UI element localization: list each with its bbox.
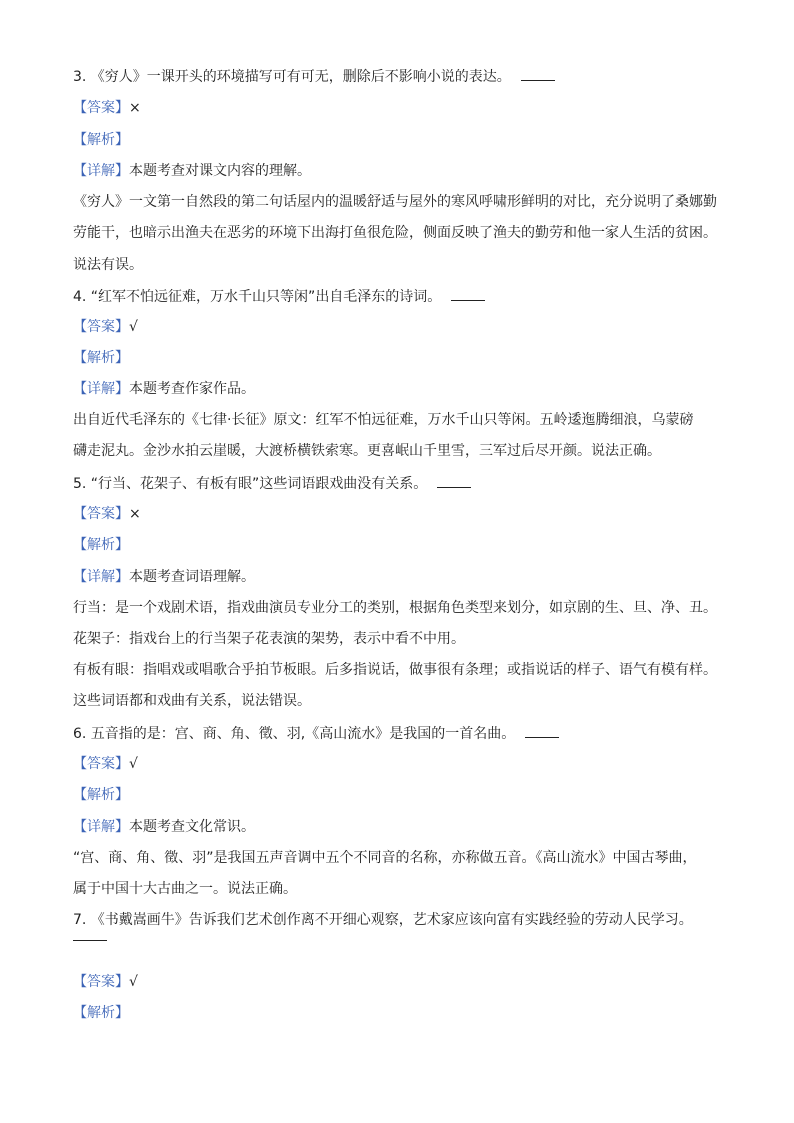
detail-body-line: 《穷人》一文第一自然段的第二句话屋内的温暖舒适与屋外的寒风呼啸形鲜明的对比，充分说明了桑娜勤	[73, 194, 717, 210]
detail-intro: 本题考查作家作品。	[129, 381, 255, 397]
detail-label: 【详解】	[73, 819, 129, 835]
detail-label: 【详解】	[73, 163, 129, 179]
answer-mark: √	[129, 319, 138, 335]
detail-intro: 本题考查对课文内容的理解。	[129, 163, 311, 179]
detail-body-line: “宫、商、角、徵、羽”是我国五声音调中五个不同音的名称，亦称做五音。《高山流水》中国古琴曲，	[73, 850, 697, 866]
answer-mark: ×	[129, 506, 141, 522]
detail-body-line: 劳能干，也暗示出渔夫在恶劣的环境下出海打鱼很危险，侧面反映了渔夫的勤劳和他一家人生活的贫困。	[73, 225, 717, 241]
detail-body-line: 出自近代毛泽东的《七律·长征》原文：红军不怕远征难，万水千山只等闲。五岭逶迤腾细浪，乌蒙磅	[73, 412, 694, 428]
analysis-label: 【解析】	[73, 787, 129, 803]
detail-label: 【详解】	[73, 569, 129, 585]
answer-label: 【答案】	[73, 506, 129, 522]
question-stem: 7. 《书戴嵩画牛》告诉我们艺术创作离不开细心观察，艺术家应该向富有实践经验的劳动人民学习。	[73, 912, 693, 928]
detail-label: 【详解】	[73, 381, 129, 397]
answer-line	[73, 98, 141, 118]
detail-body-line: 说法有误。	[73, 257, 143, 273]
question-stem: 6. 五音指的是：宫、商、角、徵、羽,《高山流水》是我国的一首名曲。	[73, 723, 559, 744]
detail-line	[73, 379, 255, 399]
analysis-label: 【解析】	[73, 132, 129, 148]
detail-body-line: 属于中国十大古曲之一。说法正确。	[73, 881, 297, 897]
answer-mark: √	[129, 756, 138, 772]
answer-mark: √	[129, 974, 138, 990]
detail-body-line: 礴走泥丸。金沙水拍云崖暖，大渡桥横铁索寒。更喜岷山千里雪，三军过后尽开颜。说法正确。	[73, 443, 661, 459]
detail-body-line: 花架子：指戏台上的行当架子花表演的架势，表示中看不中用。	[73, 631, 465, 647]
detail-body-line: 有板有眼：指唱戏或唱歌合乎拍节板眼。后多指说话，做事很有条理；或指说话的样子、语气有模有样。	[73, 662, 717, 678]
detail-intro: 本题考查词语理解。	[129, 569, 255, 585]
detail-line	[73, 567, 255, 587]
answer-blank	[437, 473, 471, 488]
answer-line	[73, 972, 138, 992]
detail-line	[73, 161, 311, 181]
question-stem: 4. “红军不怕远征难，万水千山只等闲”出自毛泽东的诗词。	[73, 286, 485, 307]
answer-line	[73, 754, 138, 774]
analysis-label: 【解析】	[73, 350, 129, 366]
question-stem: 3. 《穷人》一课开头的环境描写可有可无，删除后不影响小说的表达。	[73, 66, 555, 87]
answer-blank	[451, 286, 485, 301]
answer-label: 【答案】	[73, 756, 129, 772]
analysis-label: 【解析】	[73, 537, 129, 553]
answer-mark: ×	[129, 100, 141, 116]
answer-blank	[73, 940, 107, 941]
answer-label: 【答案】	[73, 319, 129, 335]
detail-body-line: 这些词语都和戏曲有关系，说法错误。	[73, 693, 311, 709]
detail-line	[73, 817, 255, 837]
answer-blank	[525, 723, 559, 738]
answer-line	[73, 317, 138, 337]
detail-body-line: 行当：是一个戏剧术语，指戏曲演员专业分工的类别，根据角色类型来划分，如京剧的生、旦、净、丑。	[73, 600, 717, 616]
answer-line	[73, 504, 141, 524]
answer-label: 【答案】	[73, 974, 129, 990]
answer-blank	[521, 66, 555, 81]
analysis-label: 【解析】	[73, 1005, 129, 1021]
answer-label: 【答案】	[73, 100, 129, 116]
question-stem: 5. “行当、花架子、有板有眼”这些词语跟戏曲没有关系。	[73, 473, 471, 494]
detail-intro: 本题考查文化常识。	[129, 819, 255, 835]
